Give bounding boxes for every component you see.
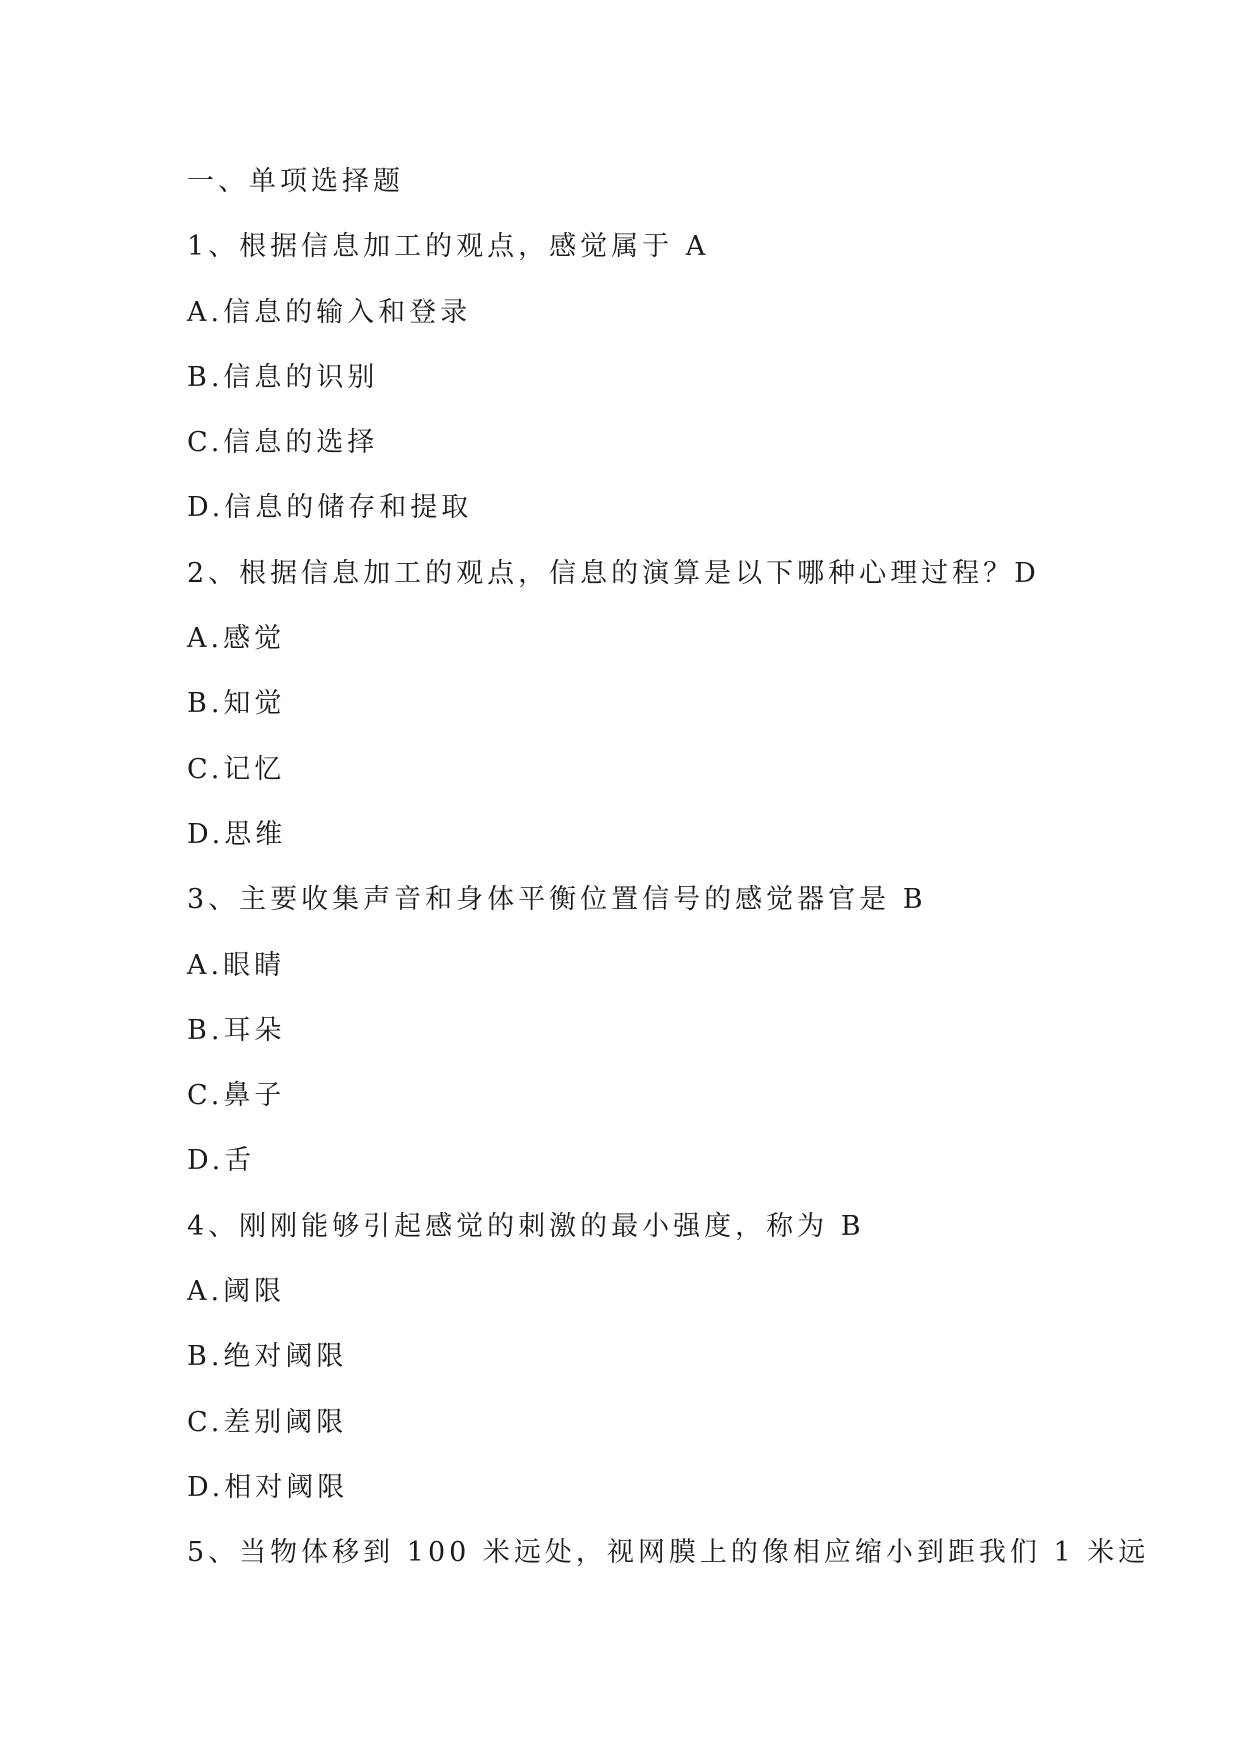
option-line: D.思维 [187,818,287,850]
option-line: B.耳朵 [187,1014,286,1046]
option-line: C.信息的选择 [187,427,379,459]
question-stem: 5、当物体移到 100 米远处，视网膜上的像相应缩小到距我们 1 米远 [187,1537,1150,1569]
section-title: 一、单项选择题 [187,166,404,197]
option-line: A.信息的输入和登录 [187,296,472,328]
option-line: A.感觉 [187,623,286,655]
option-line: D.信息的储存和提取 [187,492,473,524]
option-line: C.记忆 [187,753,286,785]
option-line: C.差别阈限 [187,1406,348,1438]
question-stem: 2、根据信息加工的观点，信息的演算是以下哪种心理过程？D [187,557,1040,589]
option-line: C.鼻子 [187,1080,286,1112]
option-line: B.绝对阈限 [187,1341,348,1373]
option-line: D.相对阈限 [187,1471,349,1503]
question-stem: 3、主要收集声音和身体平衡位置信号的感觉器官是 B [187,884,927,916]
option-line: A.眼睛 [187,949,286,981]
document-body [187,160,1150,1597]
question-stem: 4、刚刚能够引起感觉的刺激的最小强度，称为 B [187,1210,865,1242]
option-line: D.舌 [187,1145,256,1177]
option-line: A.阈限 [187,1276,286,1308]
question-stem: 1、根据信息加工的观点，感觉属于 A [187,231,710,263]
option-line: B.知觉 [187,688,286,720]
option-line: B.信息的识别 [187,361,379,393]
